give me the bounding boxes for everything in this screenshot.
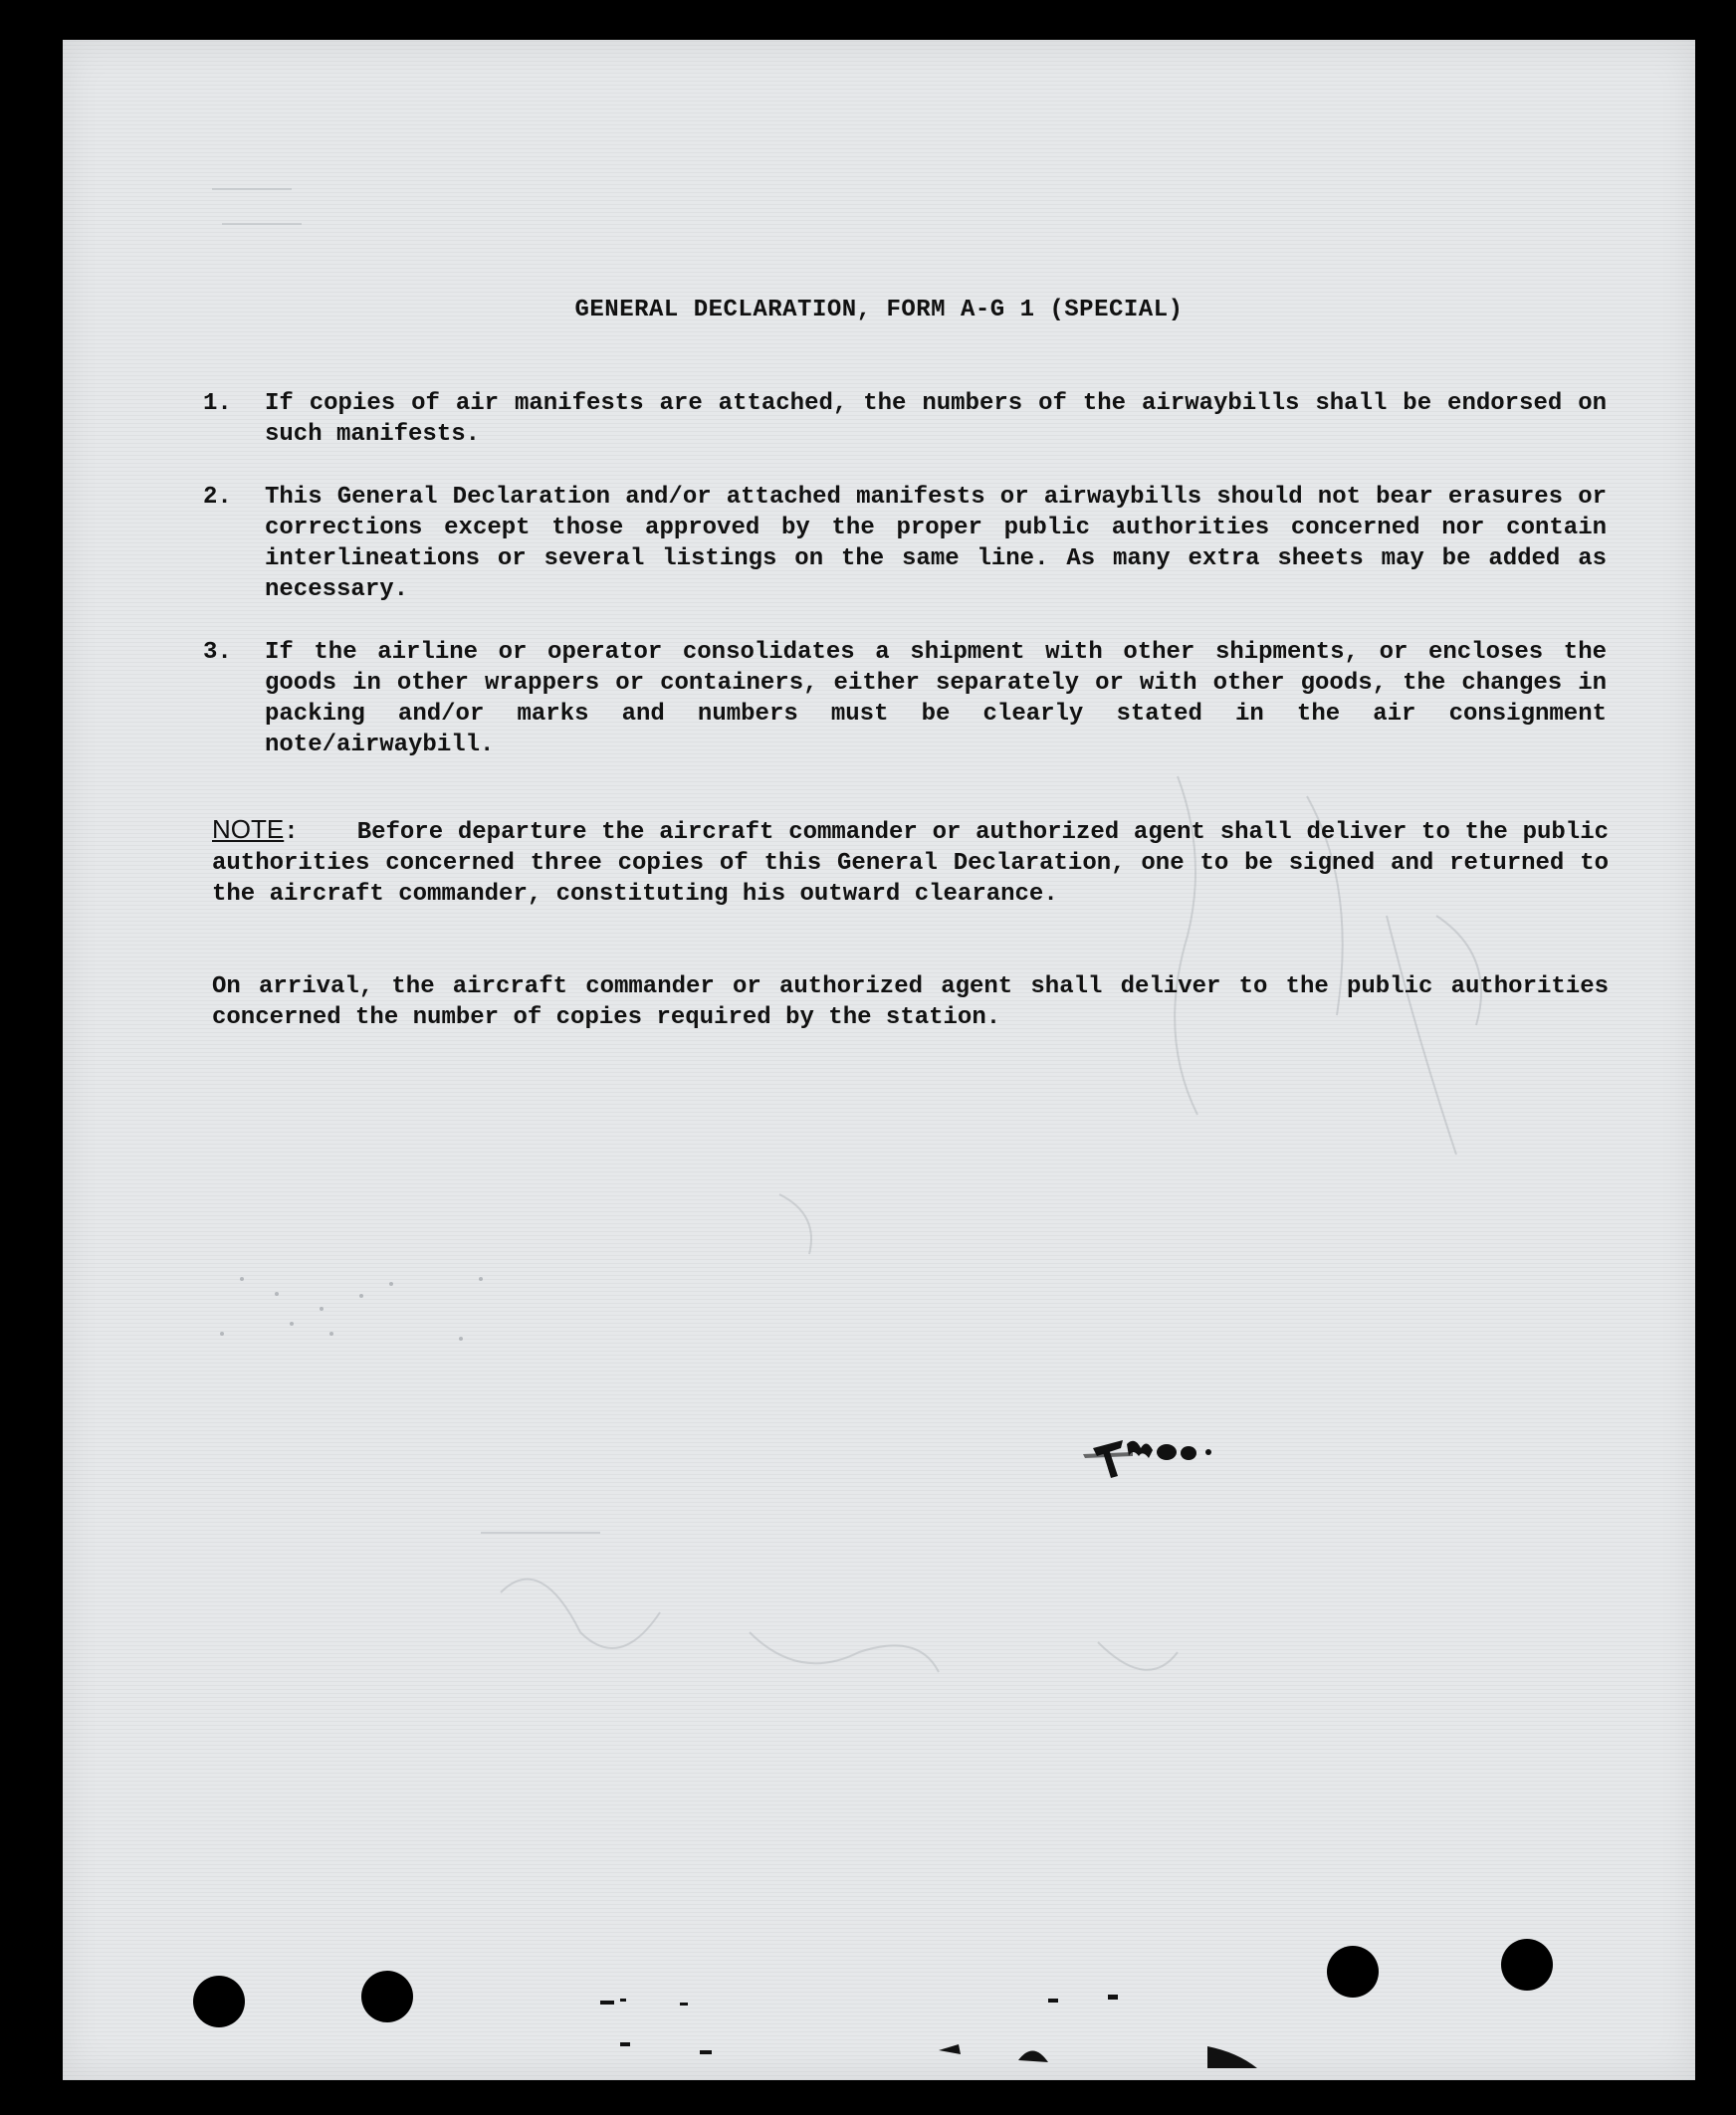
bleed-through-marks [63,40,1695,2080]
note-colon: : [284,819,357,846]
punch-hole [1327,1946,1379,1998]
note-text: Before departure the aircraft commander or authorized agent shall deliver to the public authorities concerned three copies of this General Declaration, one to be signed and returned to the aircraft commander, constituting his outward clearance. [212,819,1609,908]
instruction-list [203,388,1607,792]
note-label: NOTE [212,814,285,844]
punch-hole [1501,1939,1553,1991]
item-number: 1. [203,390,232,417]
item-text: If the airline or operator consolidates a shipment with other shipments, or encloses the goods in other wrappers or containers, either separately or with other goods, the changes in packing and/or marks and numbers must be clearly stated in the air consignment note/airwaybill. [265,639,1607,758]
item-number: 2. [203,484,232,511]
instruction-item [203,637,1607,760]
item-text: If copies of air manifests are attached, the numbers of the airwaybills shall be endorsed on such manifests. [265,390,1607,448]
item-number: 3. [203,639,232,666]
document-page [63,40,1695,2080]
instruction-item [203,388,1607,450]
arrival-paragraph: On arrival, the aircraft commander or authorized agent shall deliver to the public authorities concerned the number of copies required by the station. [212,973,1609,1031]
ink-stamp-mark [1063,1418,1242,1498]
note-paragraph [212,814,1609,910]
document-title: GENERAL DECLARATION, FORM A-G 1 (SPECIAL) [574,297,1184,323]
instruction-item [203,482,1607,605]
item-text: This General Declaration and/or attached manifests or airwaybills should not bear erasures or corrections except those approved by the proper public authorities concerned nor contain interlineations or several listings on the same line. As many extra sheets may be added as necessary. [265,484,1607,603]
punch-hole [193,1976,245,2027]
punch-hole [361,1971,413,2022]
bottom-edge-specks [63,1991,1695,2080]
